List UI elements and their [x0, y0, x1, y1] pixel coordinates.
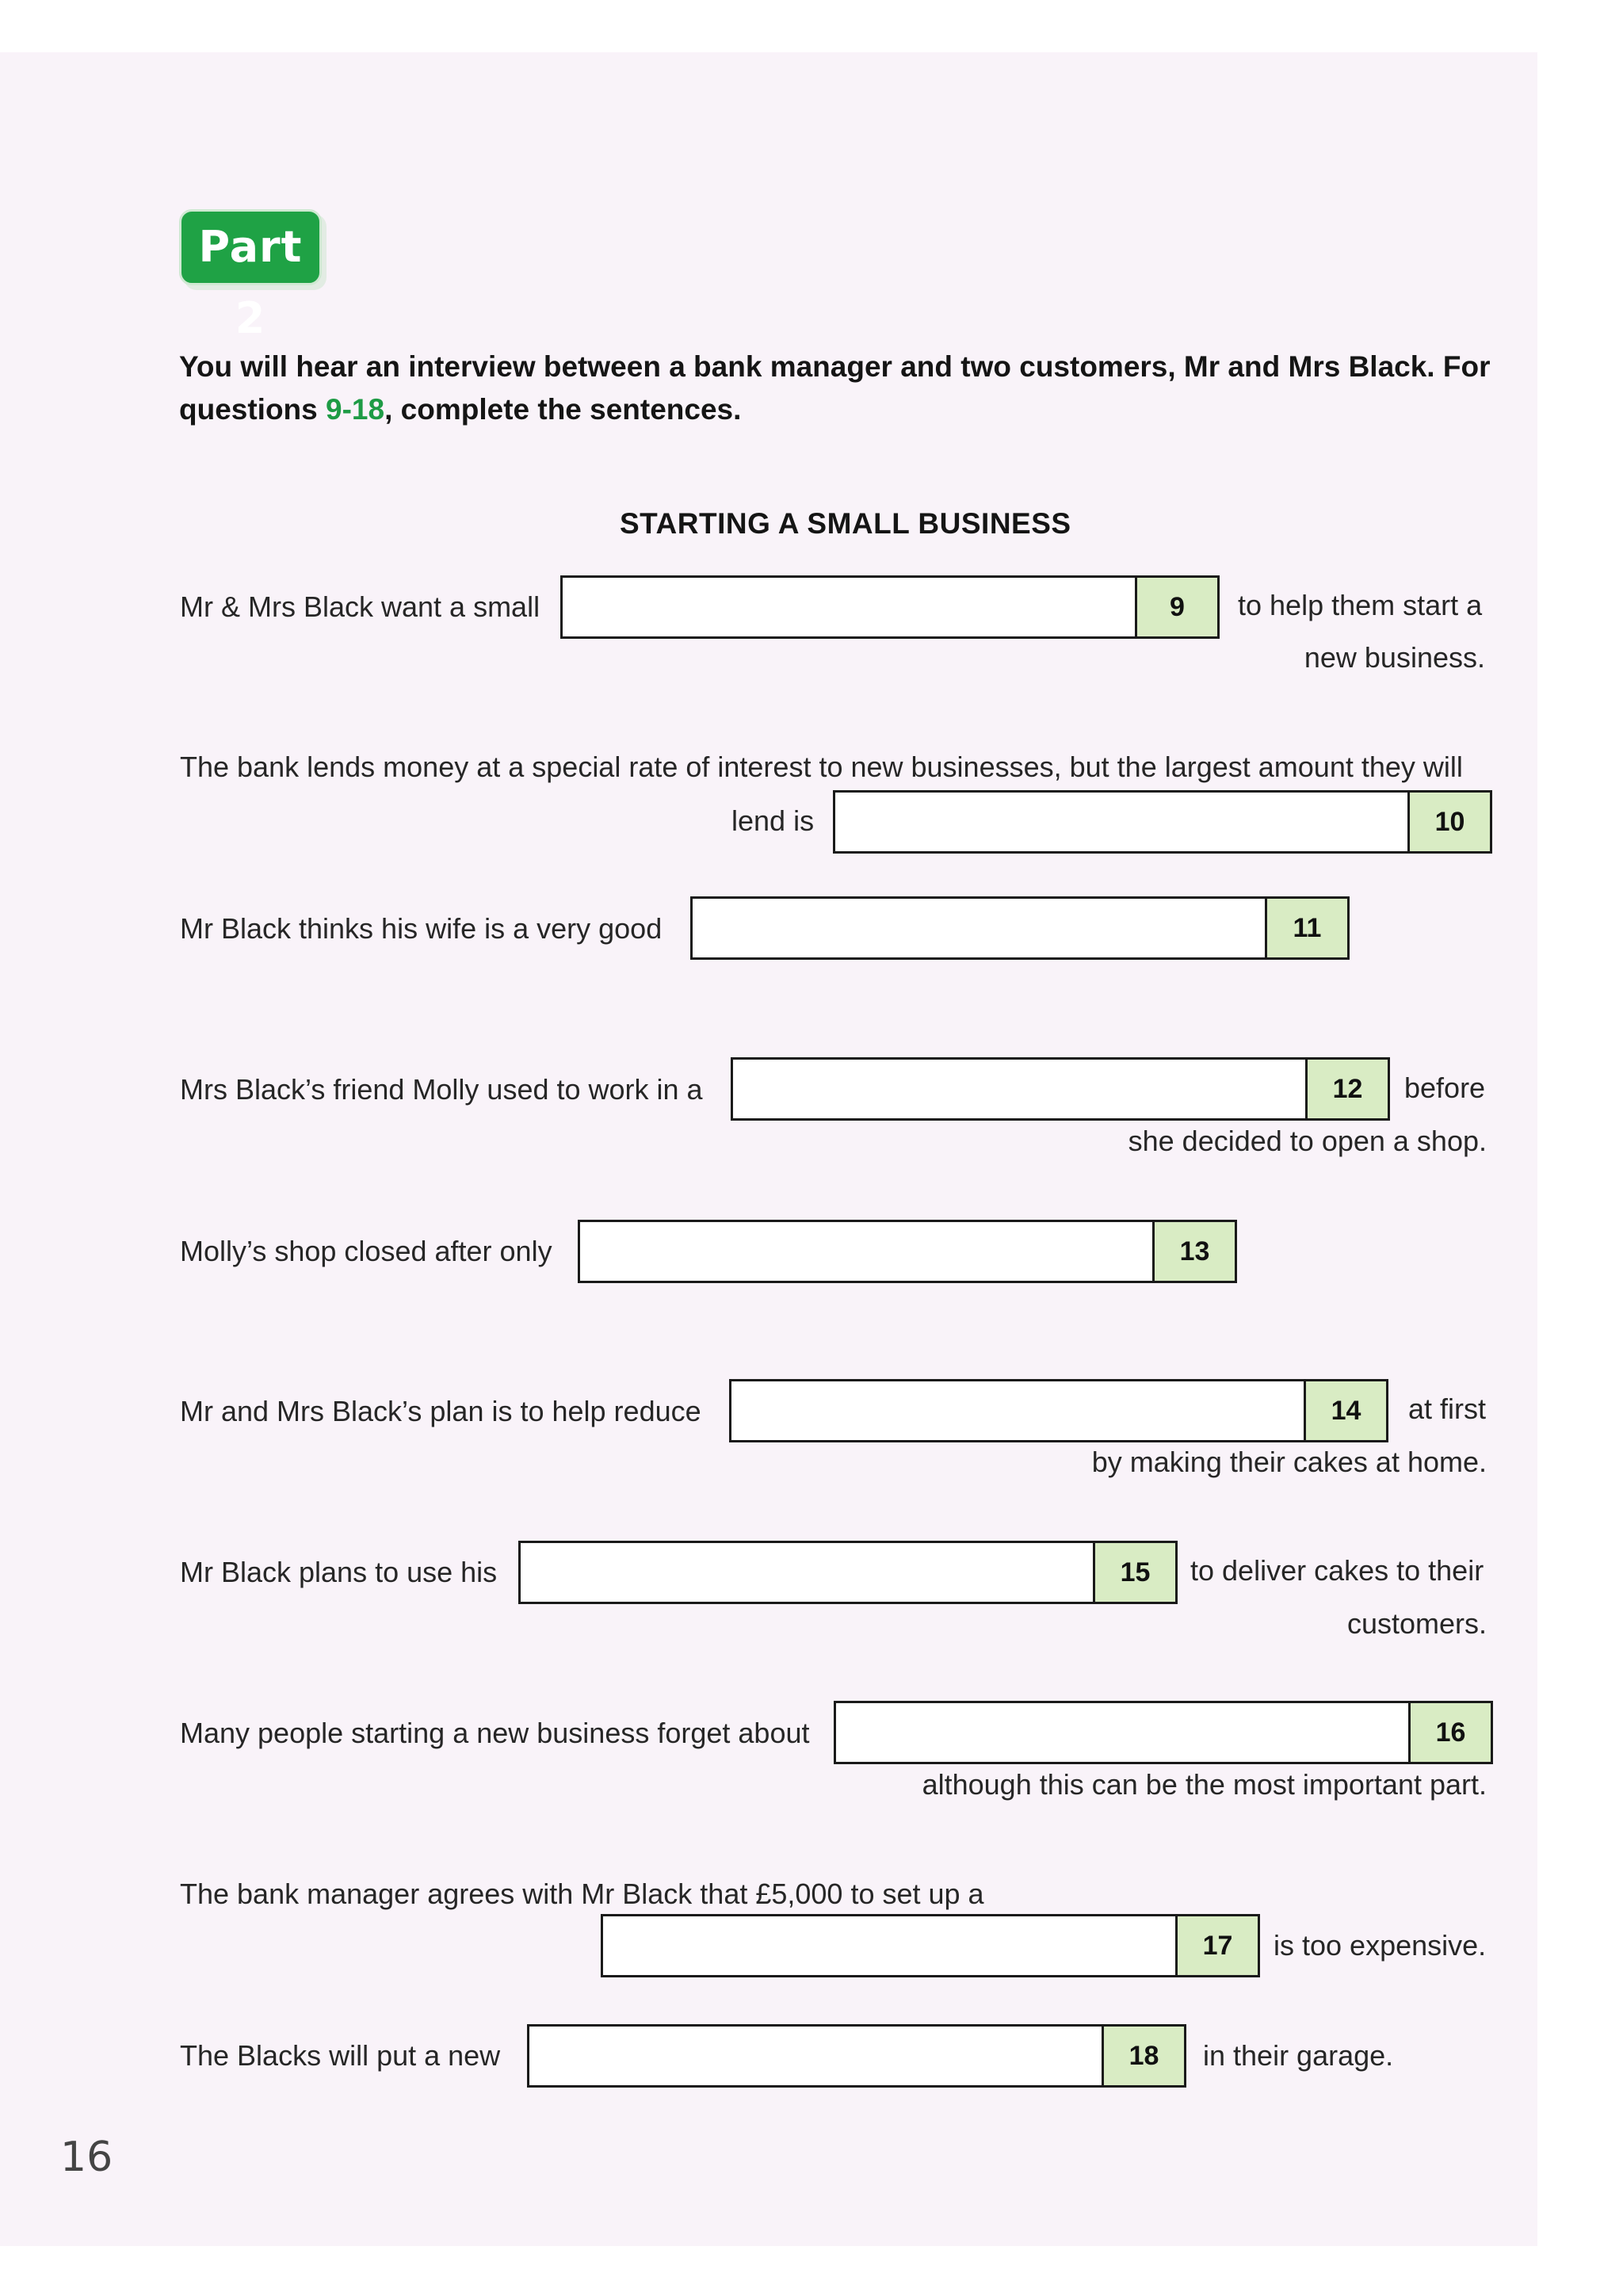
q17-continuation: is too expensive.	[1274, 1929, 1487, 1962]
q13-prompt: Molly’s shop closed after only	[180, 1235, 552, 1267]
part-badge: Part 2	[179, 209, 322, 285]
q10-number: 10	[1407, 793, 1490, 851]
q12-continuation-line2: she decided to open a shop.	[1128, 1125, 1487, 1157]
q17-answer-box[interactable]	[601, 1914, 1260, 1977]
page-number: 16	[60, 2134, 113, 2181]
q10-prompt: The bank lends money at a special rate of interest to new businesses, but the largest amount they will	[180, 751, 1463, 783]
q15-prompt: Mr Black plans to use his	[180, 1556, 498, 1588]
q15-continuation: to deliver cakes to their	[1190, 1554, 1484, 1587]
q16-continuation-line2: although this can be the most important part.	[922, 1768, 1487, 1801]
q12-number: 12	[1305, 1060, 1388, 1118]
q12-answer-box[interactable]	[731, 1057, 1390, 1121]
q13-number: 13	[1152, 1222, 1235, 1281]
q16-answer-box[interactable]	[834, 1701, 1493, 1764]
q14-prompt: Mr and Mrs Black’s plan is to help reduce	[180, 1395, 701, 1427]
q9-continuation: to help them start a	[1238, 589, 1483, 621]
q10-prompt-line2: lend is	[731, 804, 815, 837]
q13-answer-box[interactable]	[578, 1220, 1237, 1283]
q9-answer-box[interactable]	[560, 575, 1220, 639]
instructions-text: You will hear an interview between a bank manager and two customers, Mr and Mrs Black. For questions	[179, 350, 1491, 426]
q12-prompt: Mrs Black’s friend Molly used to work in a	[180, 1073, 703, 1106]
instructions	[179, 346, 1495, 431]
q18-answer-box[interactable]	[527, 2024, 1186, 2088]
question-range: 9-18	[326, 393, 385, 426]
q11-prompt: Mr Black thinks his wife is a very good	[180, 912, 663, 945]
q11-answer-box[interactable]	[690, 896, 1350, 960]
q15-continuation-line2: customers.	[1346, 1607, 1487, 1640]
q15-number: 15	[1093, 1543, 1175, 1602]
q16-number: 16	[1408, 1703, 1491, 1762]
q14-continuation-line2: by making their cakes at home.	[1091, 1446, 1487, 1478]
q18-number: 18	[1102, 2027, 1184, 2085]
q18-prompt: The Blacks will put a new	[180, 2039, 501, 2072]
q15-answer-box[interactable]	[518, 1541, 1178, 1604]
q11-number: 11	[1265, 899, 1347, 957]
q9-prompt: Mr & Mrs Black want a small	[180, 590, 540, 623]
q16-prompt: Many people starting a new business forget about	[180, 1717, 810, 1749]
q14-answer-box[interactable]	[729, 1379, 1388, 1442]
q12-continuation: before	[1404, 1072, 1486, 1104]
q10-answer-box[interactable]	[833, 790, 1492, 854]
q17-prompt: The bank manager agrees with Mr Black that £5,000 to set up a	[180, 1878, 984, 1910]
section-title: STARTING A SMALL BUSINESS	[620, 507, 1071, 540]
q9-number: 9	[1135, 578, 1217, 636]
q14-continuation: at first	[1408, 1392, 1487, 1425]
q18-continuation: in their garage.	[1203, 2039, 1394, 2072]
q17-number: 17	[1175, 1916, 1258, 1975]
q9-continuation-line2: new business.	[1304, 641, 1485, 674]
q14-number: 14	[1304, 1381, 1386, 1440]
instructions-end: , complete the sentences.	[384, 393, 742, 426]
